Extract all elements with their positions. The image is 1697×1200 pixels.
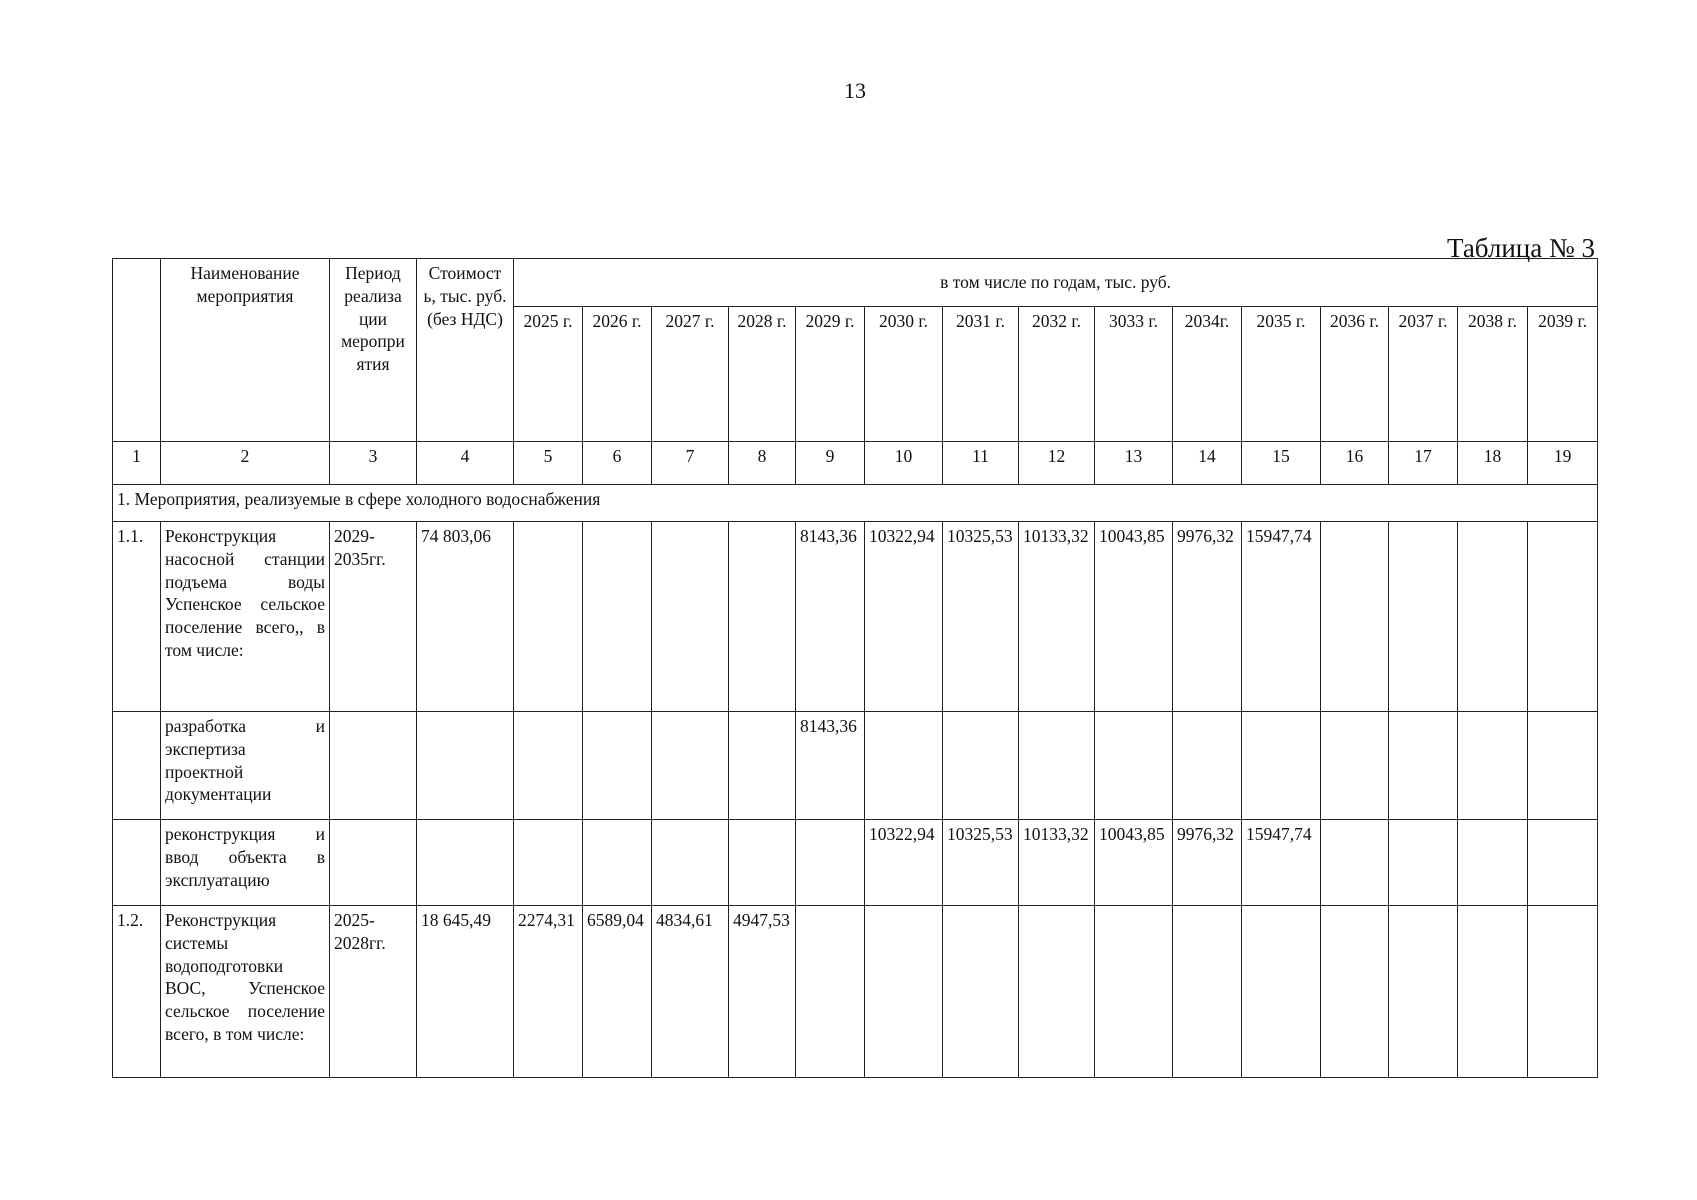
year-value [583, 820, 652, 906]
year-value [1019, 712, 1095, 820]
column-number: 18 [1458, 442, 1528, 485]
year-value [943, 712, 1019, 820]
header-year-3: 2028 г. [729, 307, 796, 442]
year-value [583, 522, 652, 712]
year-value [583, 712, 652, 820]
year-value [865, 906, 943, 1078]
year-value [514, 820, 583, 906]
year-value: 8143,36 [796, 522, 865, 712]
implementation-period: 2025-2028гг. [330, 906, 417, 1078]
header-year-1: 2026 г. [583, 307, 652, 442]
year-value [865, 712, 943, 820]
header-year-4: 2029 г. [796, 307, 865, 442]
year-value [514, 522, 583, 712]
header-year-9: 2034г. [1173, 307, 1242, 442]
year-value [1321, 906, 1389, 1078]
column-number: 1 [113, 442, 161, 485]
header-period: Период реализа ции меропри ятия [330, 259, 417, 442]
year-value: 4947,53 [729, 906, 796, 1078]
year-value: 15947,74 [1242, 820, 1321, 906]
year-value: 10322,94 [865, 522, 943, 712]
column-number: 16 [1321, 442, 1389, 485]
year-value: 10133,32 [1019, 820, 1095, 906]
year-value [943, 906, 1019, 1078]
year-value: 9976,32 [1173, 820, 1242, 906]
column-number: 19 [1528, 442, 1598, 485]
column-number: 17 [1389, 442, 1458, 485]
year-value: 10325,53 [943, 522, 1019, 712]
year-value: 10325,53 [943, 820, 1019, 906]
total-cost: 74 803,06 [417, 522, 514, 712]
year-value [1173, 906, 1242, 1078]
year-value [1173, 712, 1242, 820]
section-title: 1. Мероприятия, реализуемые в сфере холодного водоснабжения [113, 485, 1598, 522]
year-value [1528, 820, 1598, 906]
year-value [514, 712, 583, 820]
year-value [1242, 712, 1321, 820]
header-rowno-cell [113, 259, 161, 442]
year-value [1458, 522, 1528, 712]
activity-name: реконструкция и ввод объекта в эксплуатацию [161, 820, 330, 906]
total-cost [417, 712, 514, 820]
header-year-0: 2025 г. [514, 307, 583, 442]
column-number: 3 [330, 442, 417, 485]
year-value [1019, 906, 1095, 1078]
year-value [1528, 712, 1598, 820]
year-value [1528, 522, 1598, 712]
header-year-14: 2039 г. [1528, 307, 1598, 442]
year-value: 10133,32 [1019, 522, 1095, 712]
year-value [1389, 820, 1458, 906]
column-number: 9 [796, 442, 865, 485]
header-year-10: 2035 г. [1242, 307, 1321, 442]
column-number: 14 [1173, 442, 1242, 485]
activity-name: Реконструкция системы водоподготовки ВОС, Успенское сельское поселение всего, в том числе: [161, 906, 330, 1078]
column-number: 5 [514, 442, 583, 485]
column-number: 11 [943, 442, 1019, 485]
year-value [1095, 712, 1173, 820]
year-value: 10043,85 [1095, 522, 1173, 712]
header-year-2: 2027 г. [652, 307, 729, 442]
column-number: 15 [1242, 442, 1321, 485]
year-value [796, 820, 865, 906]
year-value [1095, 906, 1173, 1078]
implementation-period [330, 820, 417, 906]
table-row [113, 522, 1598, 712]
page-number: 13 [844, 78, 866, 103]
year-value [1458, 820, 1528, 906]
year-value: 2274,31 [514, 906, 583, 1078]
header-name: Наименование мероприятия [161, 259, 330, 442]
header-year-8: 3033 г. [1095, 307, 1173, 442]
year-value [1458, 712, 1528, 820]
total-cost: 18 645,49 [417, 906, 514, 1078]
year-value [729, 522, 796, 712]
column-number: 4 [417, 442, 514, 485]
row-number: 1.2. [113, 906, 161, 1078]
year-value [1389, 522, 1458, 712]
header-years-group: в том числе по годам, тыс. руб. [514, 259, 1598, 307]
activity-name: разработка и экспертиза проектной документации [161, 712, 330, 820]
year-value [1458, 906, 1528, 1078]
header-year-12: 2037 г. [1389, 307, 1458, 442]
implementation-period [330, 712, 417, 820]
year-value: 10043,85 [1095, 820, 1173, 906]
column-number: 7 [652, 442, 729, 485]
header-year-11: 2036 г. [1321, 307, 1389, 442]
column-number: 10 [865, 442, 943, 485]
year-value [1321, 820, 1389, 906]
year-value: 15947,74 [1242, 522, 1321, 712]
column-number: 8 [729, 442, 796, 485]
year-value [652, 712, 729, 820]
year-value: 9976,32 [1173, 522, 1242, 712]
row-number: 1.1. [113, 522, 161, 712]
table-row [113, 906, 1598, 1078]
activity-name: Реконструкция насосной станции подъема воды Успенское сельское поселение всего,, в том числе: [161, 522, 330, 712]
year-value [1321, 712, 1389, 820]
header-year-13: 2038 г. [1458, 307, 1528, 442]
column-number: 2 [161, 442, 330, 485]
implementation-period: 2029-2035гг. [330, 522, 417, 712]
year-value [1242, 906, 1321, 1078]
header-cost: Стоимост ь, тыс. руб. (без НДС) [417, 259, 514, 442]
total-cost [417, 820, 514, 906]
year-value: 8143,36 [796, 712, 865, 820]
investment-table [112, 258, 1598, 1078]
row-number [113, 820, 161, 906]
year-value [729, 712, 796, 820]
table-row [113, 820, 1598, 906]
header-year-5: 2030 г. [865, 307, 943, 442]
year-value: 10322,94 [865, 820, 943, 906]
year-value [652, 522, 729, 712]
header-year-6: 2031 г. [943, 307, 1019, 442]
column-number: 12 [1019, 442, 1095, 485]
row-number [113, 712, 161, 820]
year-value [729, 820, 796, 906]
year-value [1389, 712, 1458, 820]
table-caption: Таблица № 3 [1447, 233, 1595, 263]
year-value [652, 820, 729, 906]
column-number: 13 [1095, 442, 1173, 485]
year-value [1321, 522, 1389, 712]
year-value [1389, 906, 1458, 1078]
header-year-7: 2032 г. [1019, 307, 1095, 442]
year-value: 4834,61 [652, 906, 729, 1078]
table-row [113, 712, 1598, 820]
year-value [796, 906, 865, 1078]
year-value: 6589,04 [583, 906, 652, 1078]
year-value [1528, 906, 1598, 1078]
column-number: 6 [583, 442, 652, 485]
